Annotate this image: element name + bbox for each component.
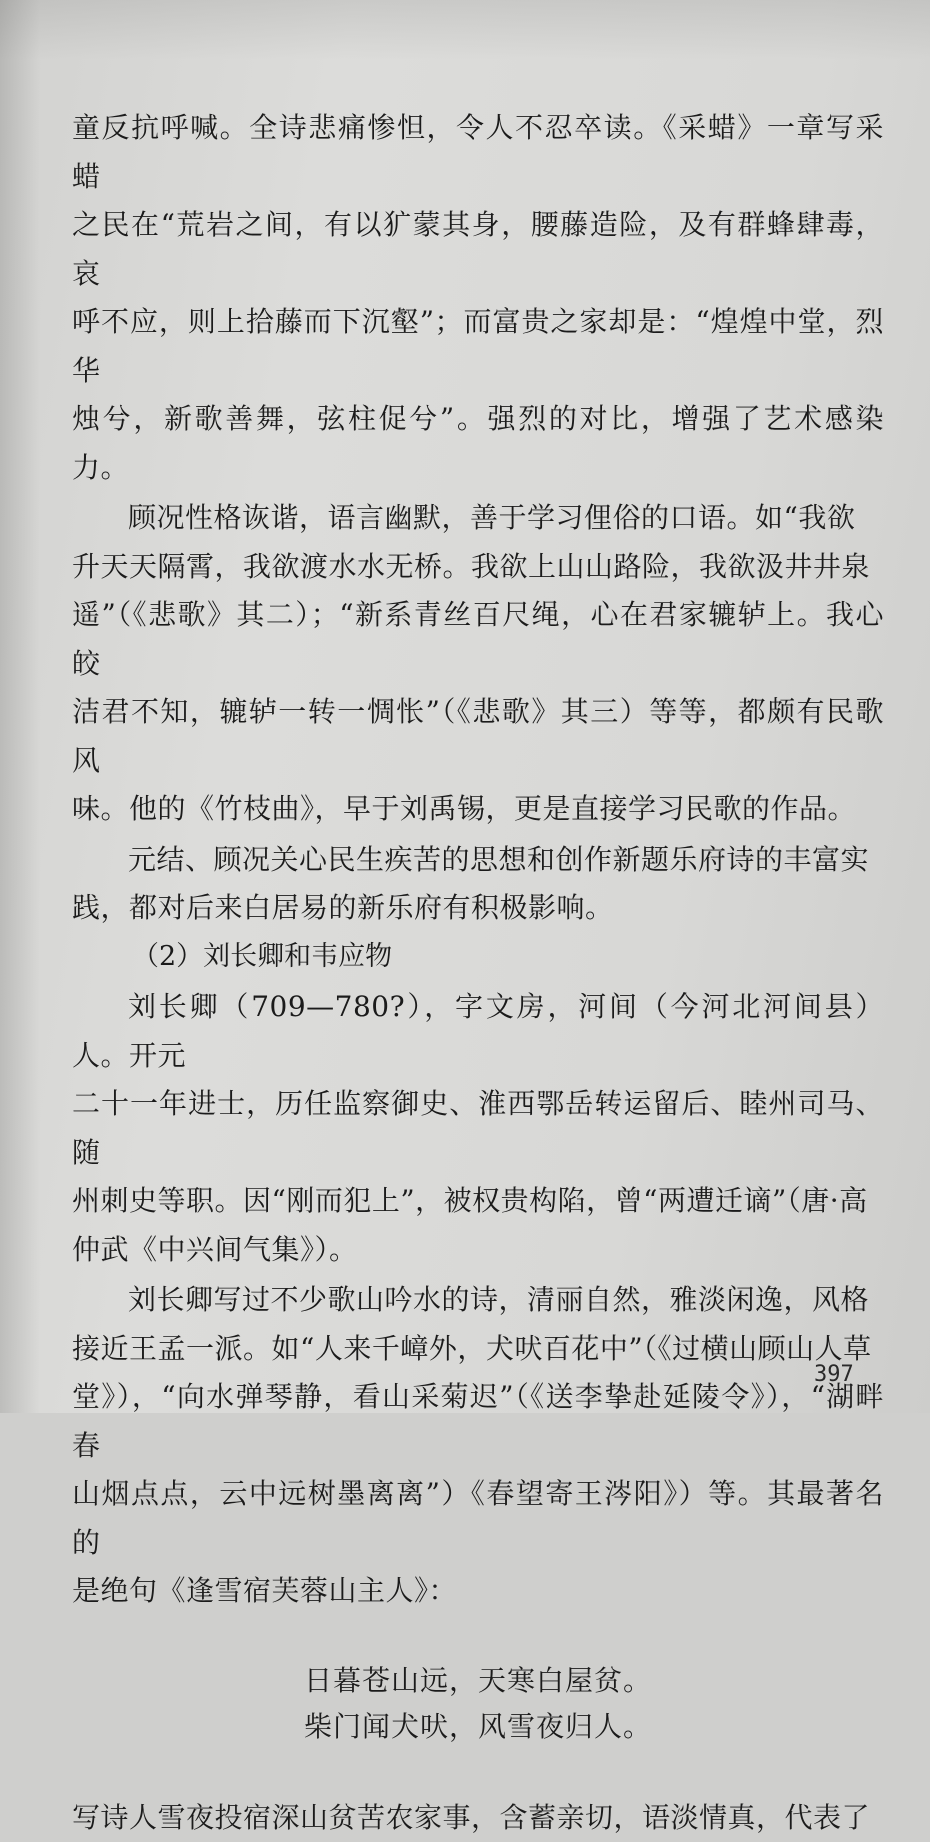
section-heading: （2）刘长卿和韦应物 bbox=[72, 933, 884, 982]
text-line: 升天天隔霄，我欲渡水水无桥。我欲上山山路险，我欲汲井井泉 bbox=[72, 550, 870, 583]
text-line: 之民在“荒岩之间，有以犷蒙其身，腰藤造险，及有群蜂肆毒，哀 bbox=[72, 208, 884, 290]
paragraph-continuation bbox=[72, 104, 884, 492]
text-line: 味。他的《竹枝曲》，早于刘禹锡，更是直接学习民歌的作品。 bbox=[72, 792, 856, 825]
text-line: 洁君不知，辘轳一转一惆怅”（《悲歌》其三）等等，都颇有民歌风 bbox=[72, 695, 884, 777]
paragraph-influence bbox=[72, 836, 884, 933]
text-line: 呼不应，则上拾藤而下沉壑”；而富贵之家却是：“煌煌中堂，烈华 bbox=[72, 305, 884, 387]
text-line: 是绝句《逢雪宿芙蓉山主人》： bbox=[72, 1574, 457, 1607]
poem-line: 日暮苍山远，天寒白屋贫。 bbox=[72, 1658, 884, 1704]
paragraph-closing bbox=[72, 1794, 884, 1842]
page-text bbox=[72, 104, 884, 1842]
scan-shadow-left bbox=[0, 0, 40, 1413]
poem-line: 柴门闻犬吠，风雪夜归人。 bbox=[72, 1704, 884, 1750]
text-line: 童反抗呼喊。全诗悲痛惨怛，令人不忍卒读。《采蜡》一章写采蜡 bbox=[72, 111, 884, 193]
text-line: 顾况性格诙谐，语言幽默，善于学习俚俗的口语。如“我欲 bbox=[128, 501, 855, 534]
text-line: 山烟点点，云中远树墨离离”）《春望寄王涔阳》）等。其最著名的 bbox=[72, 1477, 884, 1559]
paragraph-liu-poetry bbox=[72, 1276, 884, 1616]
text-line: 践，都对后来白居易的新乐府有积极影响。 bbox=[72, 891, 614, 924]
text-line: 二十一年进士，历任监察御史、淮西鄂岳转运留后、睦州司马、随 bbox=[72, 1087, 884, 1169]
text-line: 仲武《中兴间气集》）。 bbox=[72, 1233, 358, 1266]
poem-quote bbox=[72, 1658, 884, 1750]
text-line: 州刺史等职。因“刚而犯上”，被权贵构陷，曾“两遭迁谪”（唐·高 bbox=[72, 1184, 868, 1217]
text-line: 接近王孟一派。如“人来千嶂外，犬吠百花中”（《过横山顾山人草 bbox=[72, 1332, 872, 1365]
text-line: 烛兮，新歌善舞，弦柱促兮”。强烈的对比，增强了艺术感染力。 bbox=[72, 402, 884, 484]
text-line: 刘长卿写过不少歌山吟水的诗，清丽自然，雅淡闲逸，风格 bbox=[128, 1283, 869, 1316]
paragraph-gu-kuang-style bbox=[72, 494, 884, 834]
text-line: 堂》），“向水弹琴静，看山采菊迟”（《送李挚赴延陵令》），“湖畔春 bbox=[72, 1380, 884, 1462]
text-line: 写诗人雪夜投宿深山贫苦农家事，含蓄亲切，语淡情真，代表了 bbox=[72, 1801, 870, 1834]
text-line: 遥”（《悲歌》其二）；“新系青丝百尺绳，心在君家辘轳上。我心皎 bbox=[72, 598, 884, 680]
paragraph-liu-biography bbox=[72, 983, 884, 1274]
text-line: 元结、顾况关心民生疾苦的思想和创作新题乐府诗的丰富实 bbox=[128, 843, 869, 876]
scan-shadow-top bbox=[0, 0, 930, 60]
page-number: 397 bbox=[814, 1362, 854, 1387]
text-line: 刘长卿（709—780?），字文房，河间（今河北河间县）人。开元 bbox=[72, 990, 884, 1072]
